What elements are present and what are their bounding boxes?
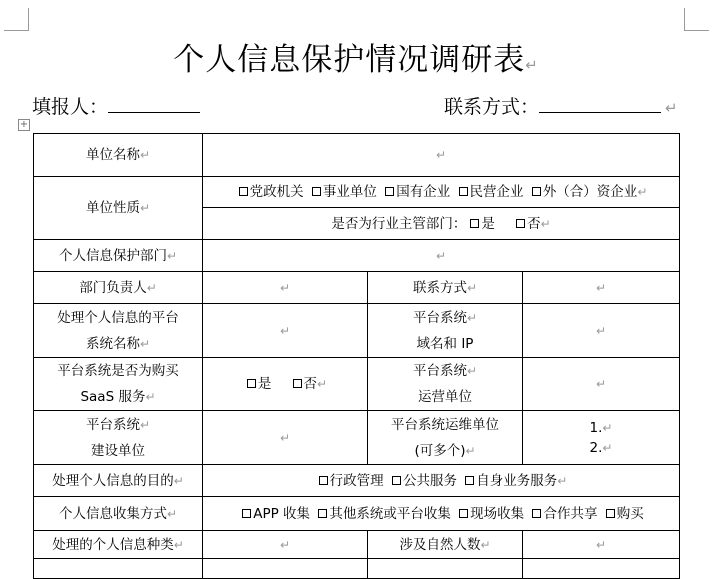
label-collection: 个人信息收集方式↵ bbox=[34, 497, 203, 531]
label-contact: 联系方式↵ bbox=[368, 272, 523, 304]
unit-name-cell[interactable]: ↵ bbox=[203, 134, 680, 177]
table-row bbox=[34, 304, 680, 358]
build-unit-cell[interactable]: ↵ bbox=[203, 411, 368, 465]
filler-blank[interactable] bbox=[108, 92, 200, 113]
checkbox-yes[interactable] bbox=[470, 219, 479, 228]
label-protection-dept: 个人信息保护部门↵ bbox=[34, 240, 203, 272]
crop-mark-top-left bbox=[4, 8, 29, 31]
checkbox[interactable] bbox=[606, 509, 615, 518]
checkbox[interactable] bbox=[459, 187, 468, 196]
domain-ip-cell[interactable]: ↵ bbox=[523, 304, 680, 358]
checkbox[interactable] bbox=[465, 476, 474, 485]
checkbox-yes[interactable] bbox=[247, 379, 256, 388]
maint-unit-cell[interactable]: 1.↵ 2.↵ bbox=[523, 411, 680, 465]
survey-table bbox=[33, 133, 680, 579]
filler-label: 填报人： bbox=[32, 96, 109, 118]
label-ops-unit: 平台系统↵ 运营单位 bbox=[368, 358, 523, 411]
checkbox[interactable] bbox=[532, 509, 541, 518]
contact-label: 联系方式： bbox=[444, 96, 540, 118]
empty-cell[interactable] bbox=[523, 559, 680, 579]
label-saas: 平台系统是否为购买 SaaS 服务↵ bbox=[34, 358, 203, 411]
label-build-unit: 平台系统↵ 建设单位 bbox=[34, 411, 203, 465]
ops-unit-cell[interactable]: ↵ bbox=[523, 358, 680, 411]
empty-cell bbox=[368, 559, 523, 579]
table-row bbox=[34, 465, 680, 497]
label-unit-nature: 单位性质↵ bbox=[34, 177, 203, 240]
purpose-options-cell[interactable]: 行政管理 公共服务 自身业务服务↵ bbox=[203, 465, 680, 497]
checkbox[interactable] bbox=[242, 509, 251, 518]
document-title: 个人信息保护情况调研表↵ bbox=[173, 42, 539, 78]
contact-field[interactable]: 联系方式： ↵ bbox=[444, 92, 678, 119]
filler-field[interactable] bbox=[32, 92, 200, 119]
checkbox[interactable] bbox=[239, 187, 248, 196]
table-row bbox=[34, 559, 680, 579]
checkbox[interactable] bbox=[392, 476, 401, 485]
table-row bbox=[34, 177, 680, 208]
platform-name-cell[interactable]: ↵ bbox=[203, 304, 368, 358]
label-purpose: 处理个人信息的目的↵ bbox=[34, 465, 203, 497]
checkbox-no[interactable] bbox=[516, 219, 525, 228]
protection-dept-cell[interactable]: ↵ bbox=[203, 240, 680, 272]
empty-cell bbox=[34, 559, 203, 579]
label-dept-head: 部门负责人↵ bbox=[34, 272, 203, 304]
checkbox[interactable] bbox=[532, 187, 541, 196]
label-info-types: 处理的个人信息种类↵ bbox=[34, 531, 203, 559]
table-row bbox=[34, 240, 680, 272]
crop-mark-top-right bbox=[684, 8, 709, 31]
checkbox-no[interactable] bbox=[293, 379, 302, 388]
label-persons: 涉及自然人数↵ bbox=[368, 531, 523, 559]
label-platform-name: 处理个人信息的平台 系统名称↵ bbox=[34, 304, 203, 358]
table-row bbox=[34, 358, 680, 411]
dept-head-cell[interactable]: ↵ bbox=[203, 272, 368, 304]
saas-options-cell[interactable]: 是 否↵ bbox=[203, 358, 368, 411]
table-row bbox=[34, 272, 680, 304]
checkbox[interactable] bbox=[385, 187, 394, 196]
table-row bbox=[34, 531, 680, 559]
info-types-cell[interactable]: ↵ bbox=[203, 531, 368, 559]
label-maint-unit: 平台系统运维单位 (可多个)↵ bbox=[368, 411, 523, 465]
table-row bbox=[34, 134, 680, 177]
nature-options-cell[interactable]: 党政机关 事业单位 国有企业 民营企业 外（合）资企业↵ bbox=[203, 177, 680, 208]
regulator-cell[interactable]: 是否为行业主管部门： 是 否↵ bbox=[203, 208, 680, 240]
checkbox[interactable] bbox=[319, 476, 328, 485]
checkbox[interactable] bbox=[459, 509, 468, 518]
label-unit-name: 单位名称↵ bbox=[34, 134, 203, 177]
checkbox[interactable] bbox=[312, 187, 321, 196]
table-row bbox=[34, 411, 680, 465]
label-domain-ip: 平台系统↵ 域名和 IP bbox=[368, 304, 523, 358]
contact-cell[interactable]: ↵ bbox=[523, 272, 680, 304]
checkbox[interactable] bbox=[318, 509, 327, 518]
table-row bbox=[34, 497, 680, 531]
collection-options-cell[interactable]: APP 收集 其他系统或平台收集 现场收集 合作共享 购买 bbox=[203, 497, 680, 531]
persons-cell[interactable]: ↵ bbox=[523, 531, 680, 559]
table-move-handle-icon[interactable]: + bbox=[19, 119, 29, 130]
contact-blank[interactable] bbox=[539, 92, 661, 113]
empty-cell[interactable] bbox=[203, 559, 368, 579]
